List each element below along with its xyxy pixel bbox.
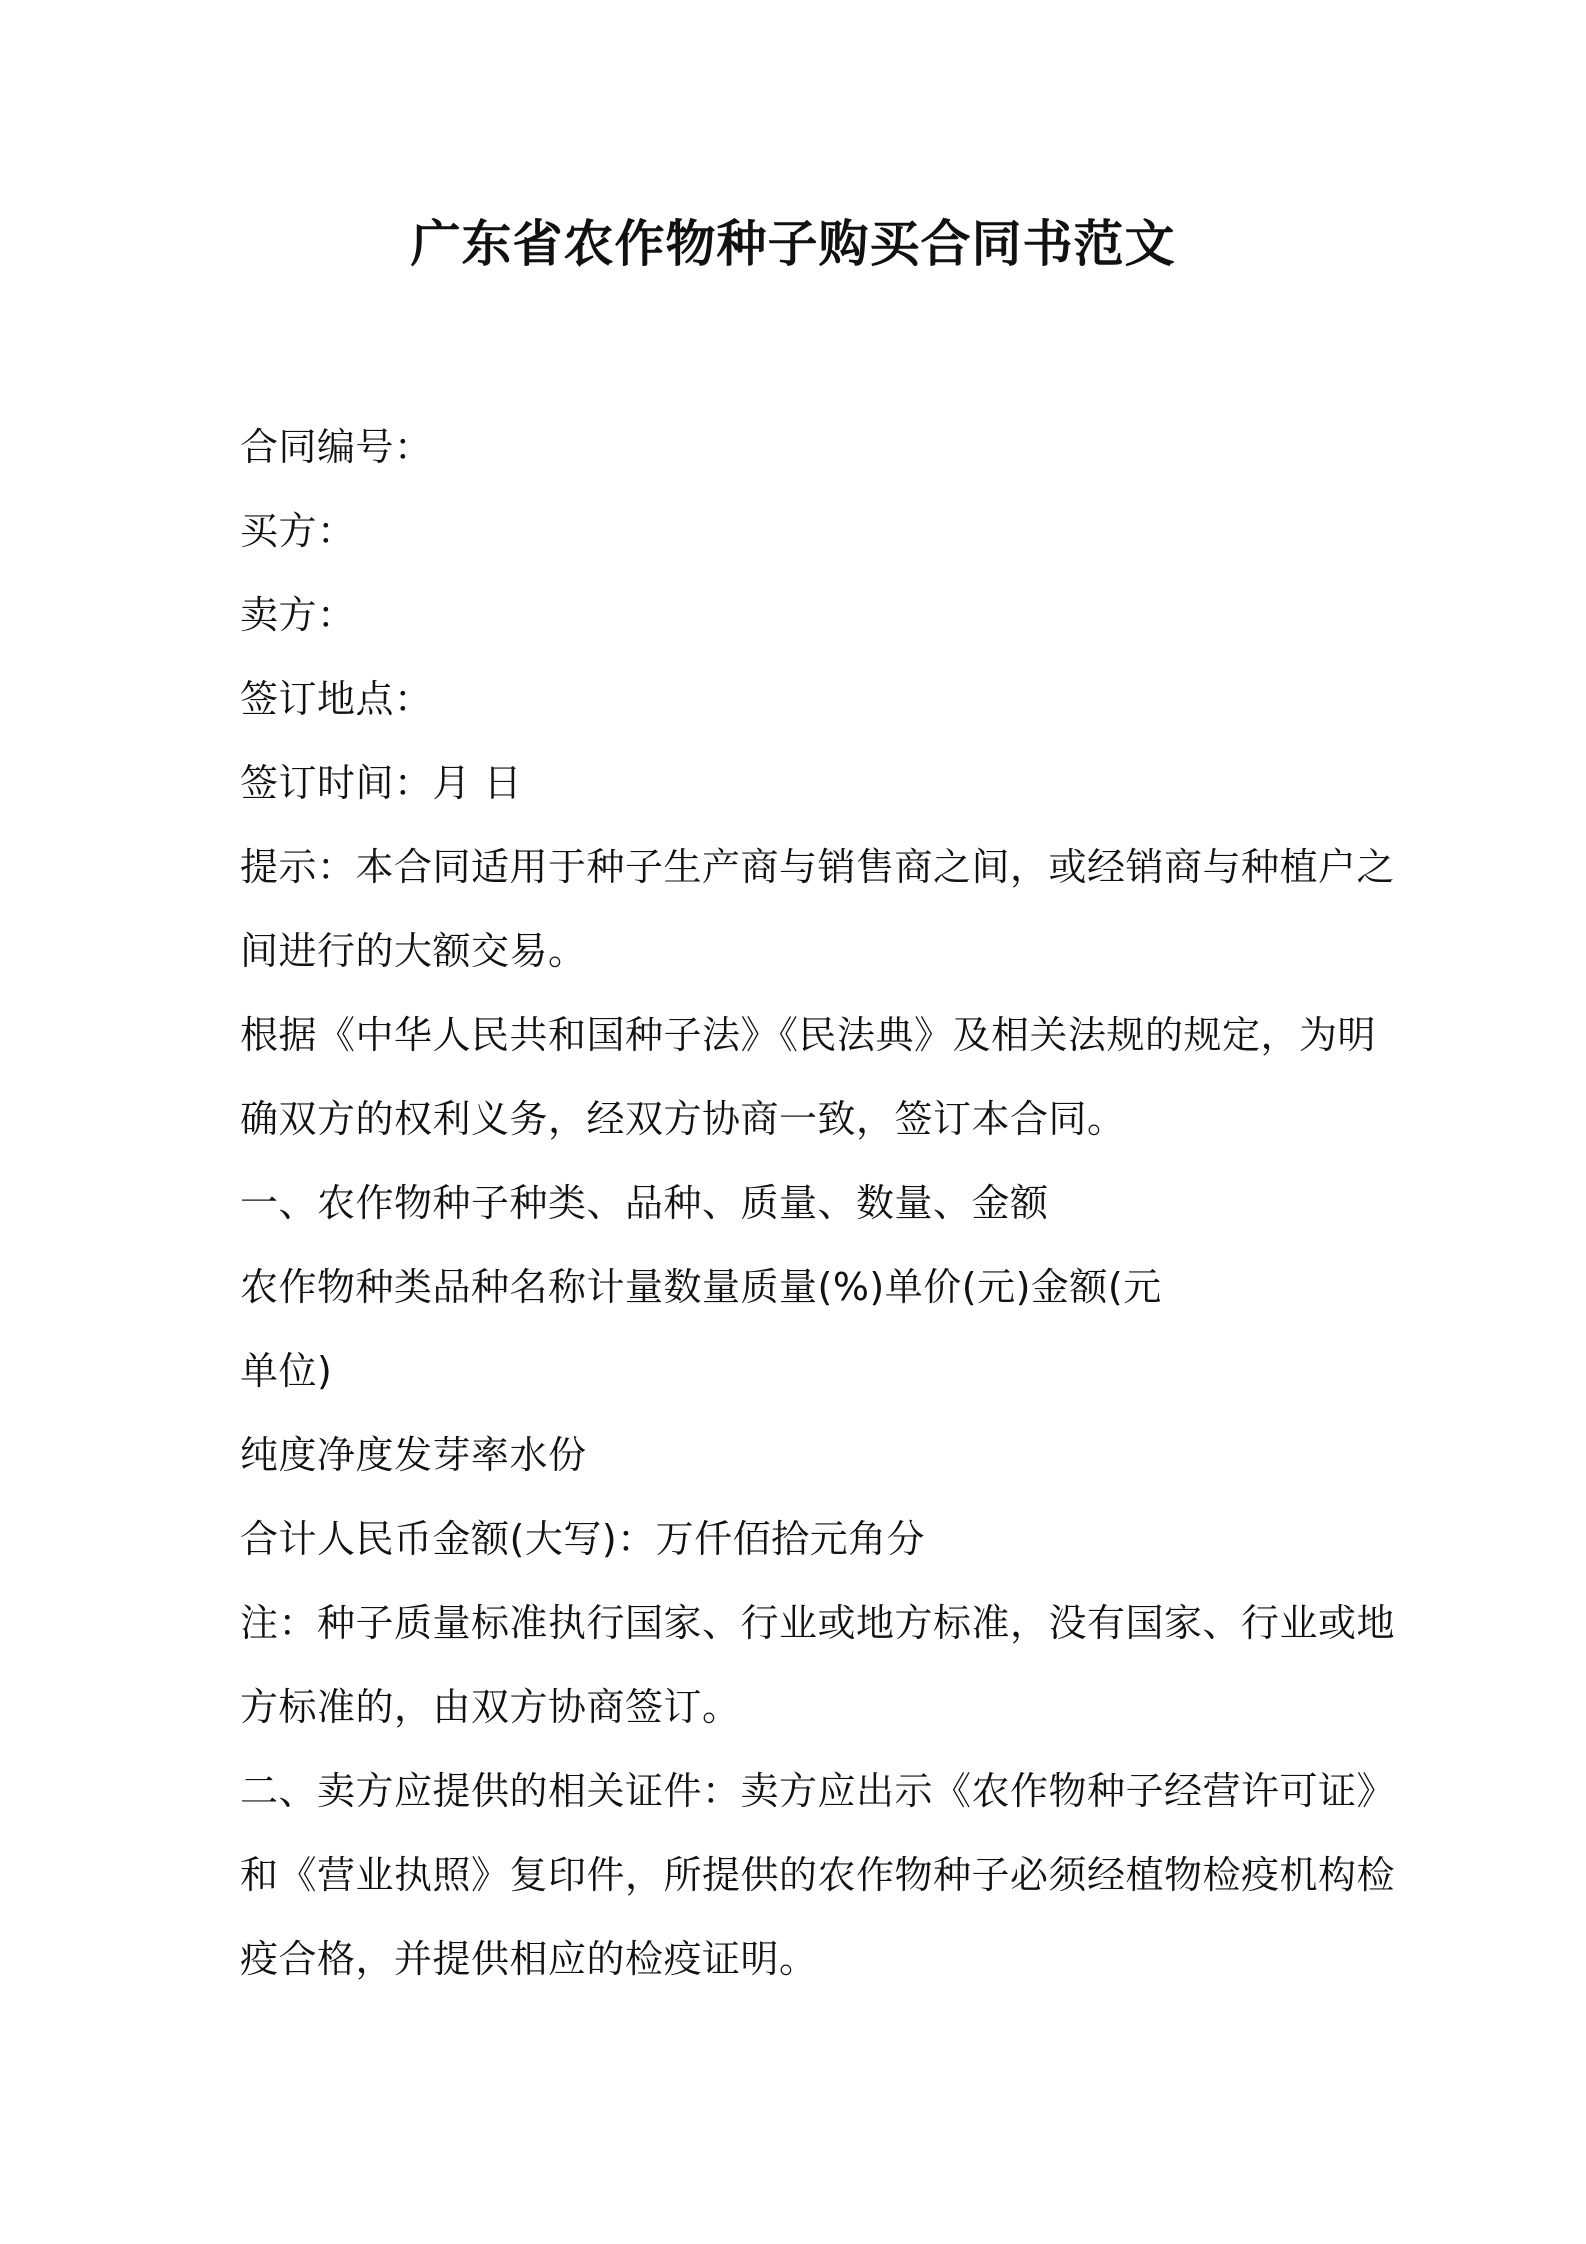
buyer-line: 买方： bbox=[240, 509, 356, 553]
quality-subheader-line: 纯度净度发芽率水份 bbox=[240, 1433, 587, 1477]
hint-paragraph-line: 提示：本合同适用于种子生产商与销售商之间，或经销商与种植户之 bbox=[240, 845, 1396, 889]
section-one-heading: 一、农作物种子种类、品种、质量、数量、金额 bbox=[240, 1181, 1049, 1225]
document-title: 广东省农作物种子购买合同书范文 bbox=[410, 215, 1176, 273]
seed-table-header-line: 农作物种类品种名称计量数量质量(%)单价(元)金额(元 bbox=[240, 1265, 1162, 1309]
signing-place-line: 签订地点： bbox=[240, 677, 433, 721]
contract-number-line: 合同编号： bbox=[240, 425, 433, 469]
section-two-paragraph-line: 和《营业执照》复印件，所提供的农作物种子必须经植物检疫机构检 bbox=[240, 1853, 1396, 1897]
section-two-paragraph-line: 疫合格，并提供相应的检疫证明。 bbox=[240, 1937, 818, 1981]
basis-paragraph-line: 根据《中华人民共和国种子法》《民法典》及相关法规的规定，为明 bbox=[240, 1013, 1377, 1057]
hint-paragraph-line: 间进行的大额交易。 bbox=[240, 929, 587, 973]
note-paragraph-line: 注：种子质量标准执行国家、行业或地方标准，没有国家、行业或地 bbox=[240, 1601, 1396, 1645]
section-two-paragraph-line: 二、卖方应提供的相关证件：卖方应出示《农作物种子经营许可证》 bbox=[240, 1769, 1396, 1813]
total-amount-line: 合计人民币金额(大写)：万仟佰拾元角分 bbox=[240, 1517, 926, 1561]
note-paragraph-line: 方标准的，由双方协商签订。 bbox=[240, 1685, 741, 1729]
basis-paragraph-line: 确双方的权利义务，经双方协商一致，签订本合同。 bbox=[240, 1097, 1126, 1141]
seed-table-header-line: 单位) bbox=[240, 1349, 333, 1393]
seller-line: 卖方： bbox=[240, 593, 356, 637]
signing-date-line: 签订时间：月 日 bbox=[240, 761, 523, 805]
document-body bbox=[240, 405, 1396, 2001]
